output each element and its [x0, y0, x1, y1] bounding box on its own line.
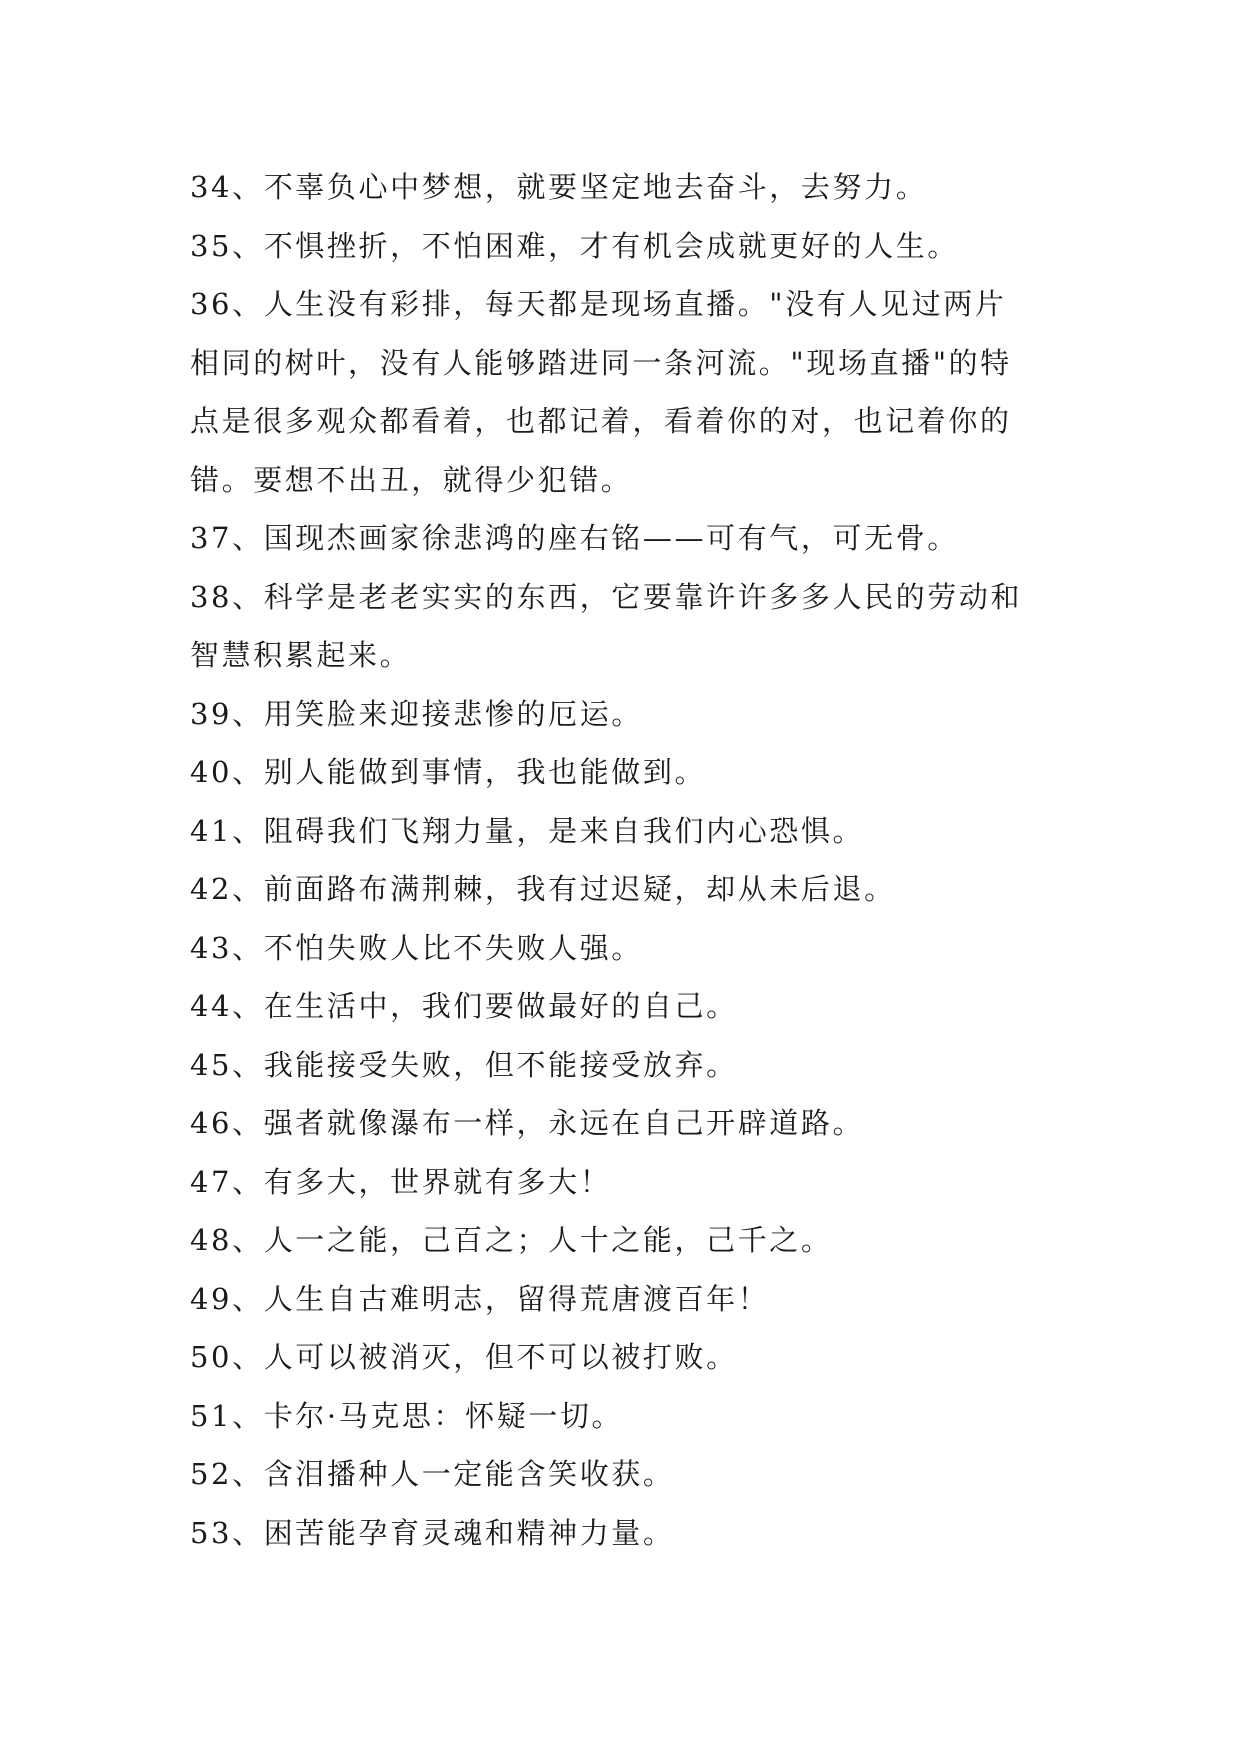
text-line: 智慧积累起来。 — [190, 638, 412, 672]
text-line: 48、人一之能，己百之；人十之能，己千之。 — [190, 1223, 833, 1257]
text-line: 37、国现杰画家徐悲鸿的座右铭——可有气，可无骨。 — [190, 521, 959, 555]
text-line: 53、困苦能孕育灵魂和精神力量。 — [190, 1515, 675, 1550]
text-line: 44、在生活中，我们要做最好的自己。 — [190, 989, 738, 1023]
text-line: 错。要想不出丑，就得少犯错。 — [190, 462, 633, 497]
text-line: 45、我能接受失败，但不能接受放弃。 — [190, 1047, 738, 1082]
text-line: 46、强者就像瀑布一样，永远在自己开辟道路。 — [190, 1106, 865, 1140]
text-line: 43、不怕失败人比不失败人强。 — [190, 930, 643, 965]
text-line: 52、含泪播种人一定能含笑收获。 — [190, 1457, 675, 1491]
text-line: 39、用笑脸来迎接悲惨的厄运。 — [190, 696, 643, 731]
text-line: 点是很多观众都看着，也都记着，看着你的对，也记着你的 — [190, 404, 1012, 438]
text-body — [190, 158, 1070, 1562]
text-line: 50、人可以被消灭，但不可以被打败。 — [190, 1340, 738, 1374]
text-line: 35、不惧挫折，不怕困难，才有机会成就更好的人生。 — [190, 228, 959, 263]
text-line: 47、有多大，世界就有多大！ — [190, 1164, 612, 1199]
text-line: 41、阻碍我们飞翔力量，是来自我们内心恐惧。 — [190, 813, 865, 848]
text-line: 36、人生没有彩排，每天都是现场直播。"没有人见过两片 — [190, 287, 1007, 321]
text-line: 49、人生自古难明志，留得荒唐渡百年！ — [190, 1281, 770, 1316]
text-line: 34、不辜负心中梦想，就要坚定地去奋斗，去努力。 — [190, 170, 928, 204]
text-line: 51、卡尔·马克思：怀疑一切。 — [190, 1398, 624, 1433]
text-line: 42、前面路布满荆棘，我有过迟疑，却从未后退。 — [190, 872, 896, 906]
text-line: 38、科学是老老实实的东西，它要靠许许多多人民的劳动和 — [190, 579, 1023, 614]
text-line: 40、别人能做到事情，我也能做到。 — [190, 755, 707, 789]
text-line: 相同的树叶，没有人能够踏进同一条河流。"现场直播"的特 — [190, 345, 1012, 380]
